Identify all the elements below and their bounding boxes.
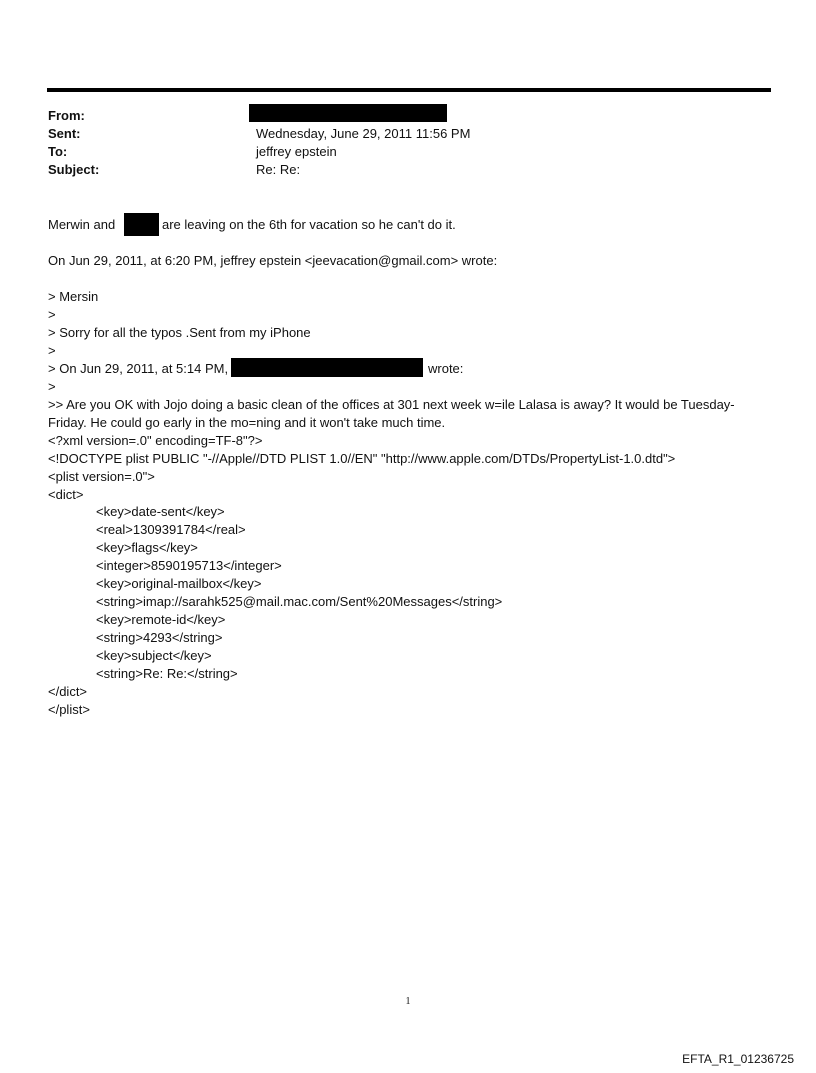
redaction-sender [231, 358, 423, 377]
closing-line: </plist> [48, 702, 90, 717]
quote-line-5-start: > On Jun 29, 2011, at 5:14 PM, [48, 361, 229, 376]
sent-value: Wednesday, June 29, 2011 11:56 PM [256, 126, 471, 141]
closing-line: </dict> [48, 684, 88, 699]
to-value: jeffrey epstein [256, 144, 337, 159]
quote-line-7: >> Are you OK with Jojo doing a basic clean of the offices at 301 next week w=ile Lalasa is away? It would be Tuesday- [48, 397, 735, 412]
sent-label: Sent: [48, 126, 81, 141]
dict-line: <key>remote-id</key> [96, 612, 226, 627]
dict-line: <key>original-mailbox</key> [96, 576, 262, 591]
reply-text-end: are leaving on the 6th for vacation so he can't do it. [162, 217, 456, 232]
redaction-name [124, 213, 159, 236]
quote-line-6: > [48, 379, 56, 394]
reply-text-start: Merwin and [48, 217, 116, 232]
attribution-line: On Jun 29, 2011, at 6:20 PM, jeffrey epstein <jeevacation@gmail.com> wrote: [48, 253, 498, 268]
redaction-from [249, 104, 447, 122]
xml-line: <!DOCTYPE plist PUBLIC "-//Apple//DTD PLIST 1.0//EN" "http://www.apple.com/DTDs/PropertyList-1.0.dtd"> [48, 451, 676, 466]
page-number: 1 [405, 996, 411, 1007]
subject-value: Re: Re: [256, 162, 301, 177]
dict-line: <real>1309391784</real> [96, 522, 246, 537]
dict-line: <string>imap://sarahk525@mail.mac.com/Sent%20Messages</string> [96, 594, 503, 609]
quote-line-5-end: wrote: [428, 361, 464, 376]
dict-line: <key>flags</key> [96, 540, 198, 555]
top-rule [47, 88, 771, 92]
xml-line: <?xml version=.0" encoding=TF-8"?> [48, 433, 263, 448]
xml-line: <plist version=.0"> [48, 469, 155, 484]
dict-line: <key>date-sent</key> [96, 504, 225, 519]
to-label: To: [48, 144, 68, 159]
quote-line-8: Friday. He could go early in the mo=ning and it won't take much time. [48, 415, 446, 430]
quote-line-3: > Sorry for all the typos .Sent from my iPhone [48, 325, 311, 340]
quote-line-2: > [48, 307, 56, 322]
dict-line: <string>4293</string> [96, 630, 223, 645]
document-id: EFTA_R1_01236725 [682, 1052, 794, 1066]
dict-line: <key>subject</key> [96, 648, 212, 663]
dict-line: <string>Re: Re:</string> [96, 666, 238, 681]
xml-line: <dict> [48, 487, 84, 502]
dict-line: <integer>8590195713</integer> [96, 558, 282, 573]
quote-line-4: > [48, 343, 56, 358]
from-label: From: [48, 108, 85, 123]
subject-label: Subject: [48, 162, 100, 177]
quote-line-1: > Mersin [48, 289, 99, 304]
